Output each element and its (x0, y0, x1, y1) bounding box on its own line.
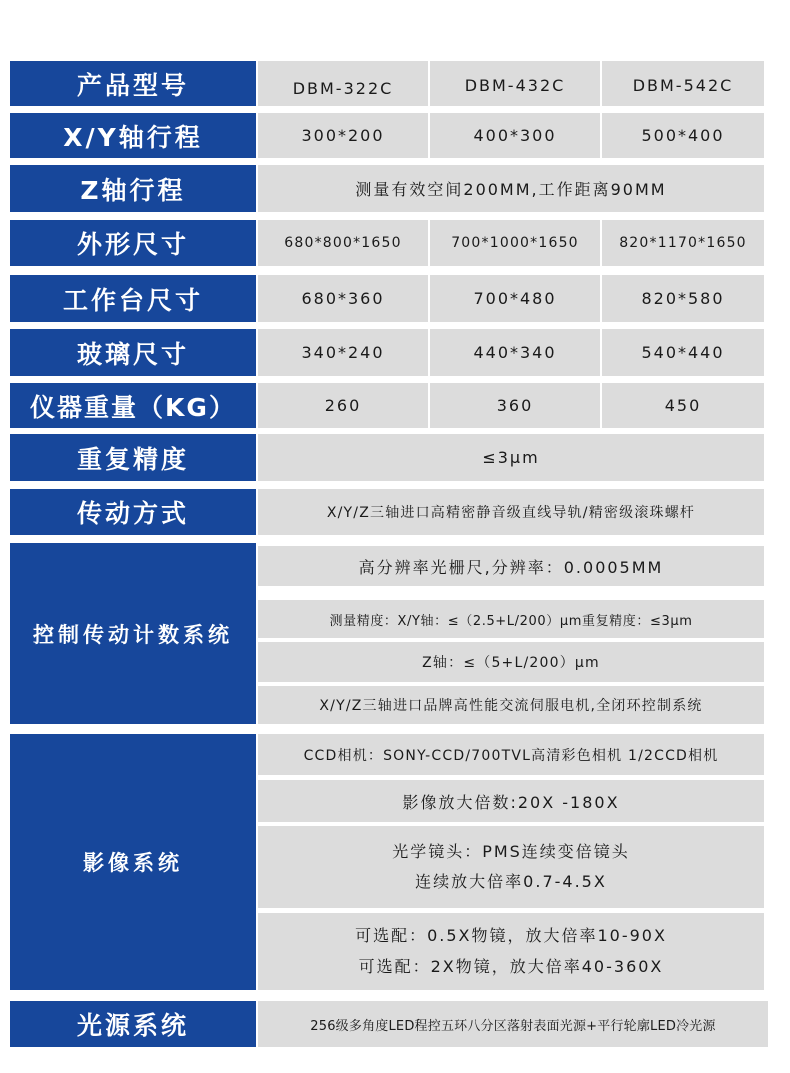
imaging-item-magnification: 影像放大倍数:20X -180X (258, 780, 764, 822)
dimensions-cell-2: 700*1000*1650 (430, 220, 600, 266)
label-weight: 仪器重量（KG） (10, 383, 256, 428)
glass-size-cell-1: 340*240 (258, 329, 428, 376)
label-drive: 传动方式 (10, 489, 256, 535)
model-cell-1: DBM-322C (258, 61, 428, 106)
dimensions-cell-3: 820*1170*1650 (602, 220, 764, 266)
label-repeatability: 重复精度 (10, 434, 256, 481)
label-light-system: 光源系统 (10, 1001, 256, 1047)
control-item-1: 高分辨率光栅尺,分辨率：0.0005MM (258, 546, 764, 586)
imaging-item-ccd: CCD相机：SONY-CCD/700TVL高清彩色相机 1/2CCD相机 (258, 734, 764, 775)
repeatability-cell: ≤3μm (258, 434, 764, 481)
z-travel-cell: 测量有效空间200MM,工作距离90MM (258, 165, 764, 212)
control-item-2: 测量精度：X/Y轴：≤（2.5+L/200）μm重复精度：≤3μm (258, 600, 764, 638)
weight-cell-2: 360 (430, 383, 600, 428)
xy-travel-cell-3: 500*400 (602, 113, 764, 158)
label-dimensions: 外形尺寸 (10, 220, 256, 266)
label-z-travel: Z轴行程 (10, 165, 256, 212)
label-xy-travel: X/Y轴行程 (10, 113, 256, 158)
xy-travel-cell-2: 400*300 (430, 113, 600, 158)
glass-size-cell-3: 540*440 (602, 329, 764, 376)
light-cell: 256级多角度LED程控五环八分区落射表面光源+平行轮廓LED冷光源 (258, 1001, 768, 1047)
weight-cell-1: 260 (258, 383, 428, 428)
imaging-item-options (258, 913, 764, 990)
label-model: 产品型号 (10, 61, 256, 106)
label-imaging-system: 影像系统 (10, 734, 256, 990)
option-line-2: 可选配：2X物镜，放大倍率40-360X (358, 956, 664, 976)
table-size-cell-1: 680*360 (258, 275, 428, 322)
weight-cell-3: 450 (602, 383, 764, 428)
drive-cell: X/Y/Z三轴进口高精密静音级直线导轨/精密级滚珠螺杆 (258, 489, 764, 535)
glass-size-cell-2: 440*340 (430, 329, 600, 376)
option-line-1: 可选配：0.5X物镜，放大倍率10-90X (355, 926, 667, 946)
table-size-cell-2: 700*480 (430, 275, 600, 322)
xy-travel-cell-1: 300*200 (258, 113, 428, 158)
label-control-system: 控制传动计数系统 (10, 543, 256, 724)
model-cell-3: DBM-542C (602, 61, 764, 106)
table-size-cell-3: 820*580 (602, 275, 764, 322)
imaging-item-lens (258, 826, 764, 908)
label-glass-size: 玻璃尺寸 (10, 329, 256, 376)
dimensions-cell-1: 680*800*1650 (258, 220, 428, 266)
lens-line-1: 光学镜头：PMS连续变倍镜头 (392, 841, 630, 861)
model-cell-2: DBM-432C (430, 61, 600, 106)
control-item-4: X/Y/Z三轴进口品牌高性能交流伺服电机,全闭环控制系统 (258, 686, 764, 724)
lens-line-2: 连续放大倍率0.7-4.5X (415, 872, 607, 891)
control-item-3: Z轴：≤（5+L/200）μm (258, 642, 764, 682)
label-table-size: 工作台尺寸 (10, 275, 256, 322)
